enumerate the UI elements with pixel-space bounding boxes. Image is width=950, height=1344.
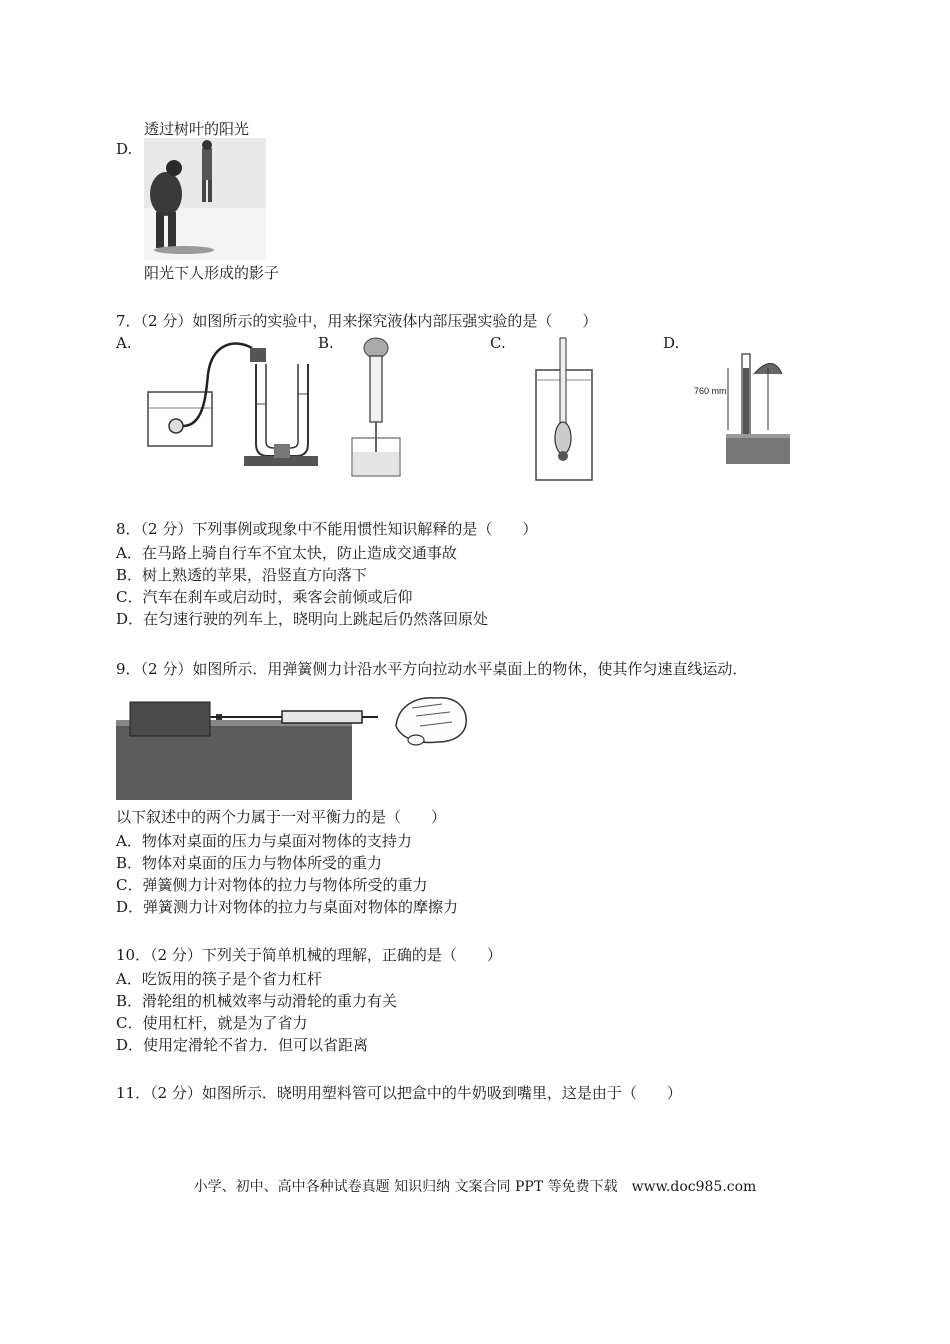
q11-stem: 11．（2 分）如图所示．晓明用塑料管可以把盒中的牛奶吸到嘴里，这是由于（ ） bbox=[116, 1084, 682, 1102]
page-footer: 小学、初中、高中各种试卷真题 知识归纳 文案合同 PPT 等免费下载 www.doc985.com bbox=[193, 1179, 757, 1195]
q9-option-c: C．弹簧侧力计对物体的拉力与物体所受的重力 bbox=[116, 876, 428, 894]
figure-d-barometer bbox=[692, 334, 802, 474]
q6-caption-c: 透过树叶的阳光 bbox=[144, 120, 250, 138]
q9-stem: 9．（2 分）如图所示．用弹簧侧力计沿水平方向拉动水平桌面上的物休，使其作匀速直线运动． bbox=[116, 660, 748, 678]
figure-spring-scale-block bbox=[116, 686, 476, 802]
barometer-760mm-label: 760 mm bbox=[694, 386, 727, 396]
q8-option-c: C．汽车在刹车或启动时，乘客会前倾或后仰 bbox=[116, 588, 413, 606]
q7-label-d: D. bbox=[663, 334, 680, 352]
q10-option-d: D．使用定滑轮不省力．但可以省距离 bbox=[116, 1036, 369, 1054]
q10-stem: 10．（2 分）下列关于简单机械的理解，正确的是（ ） bbox=[116, 946, 502, 964]
q9-option-a: A．物体对桌面的压力与桌面对物体的支持力 bbox=[116, 832, 412, 850]
shadow-photo bbox=[144, 138, 266, 260]
q8-option-d: D．在匀速行驶的列车上，晓明向上跳起后仍然落回原处 bbox=[116, 610, 489, 628]
q6-option-d-label: D. bbox=[116, 140, 133, 158]
q10-option-c: C．使用杠杆，就是为了省力 bbox=[116, 1014, 308, 1032]
figure-a-manometer bbox=[144, 334, 324, 474]
q9-sub-question: 以下叙述中的两个力属于一对平衡力的是（ ） bbox=[116, 808, 447, 826]
q10-option-b: B．滑轮组的机械效率与动滑轮的重力有关 bbox=[116, 992, 398, 1010]
figure-c-hydrometer bbox=[530, 334, 600, 484]
q8-option-b: B．树上熟透的苹果，沿竖直方向落下 bbox=[116, 566, 368, 584]
q7-label-a: A. bbox=[116, 334, 132, 352]
q7-label-b: B. bbox=[318, 334, 334, 352]
q8-stem: 8．（2 分）下列事例或现象中不能用惯性知识解释的是（ ） bbox=[116, 520, 538, 538]
figure-b-pipette bbox=[344, 334, 414, 484]
q9-option-d: D．弹簧测力计对物体的拉力与桌面对物体的摩擦力 bbox=[116, 898, 459, 916]
q8-option-a: A．在马路上骑自行车不宜太快，防止造成交通事故 bbox=[116, 544, 457, 562]
q7-stem: 7．（2 分）如图所示的实验中，用来探究液体内部压强实验的是（ ） bbox=[116, 312, 598, 330]
q7-label-c: C. bbox=[490, 334, 506, 352]
q6-caption-d: 阳光下人形成的影子 bbox=[144, 264, 280, 282]
q9-option-b: B．物体对桌面的压力与物体所受的重力 bbox=[116, 854, 383, 872]
q10-option-a: A．吃饭用的筷子是个省力杠杆 bbox=[116, 970, 322, 988]
